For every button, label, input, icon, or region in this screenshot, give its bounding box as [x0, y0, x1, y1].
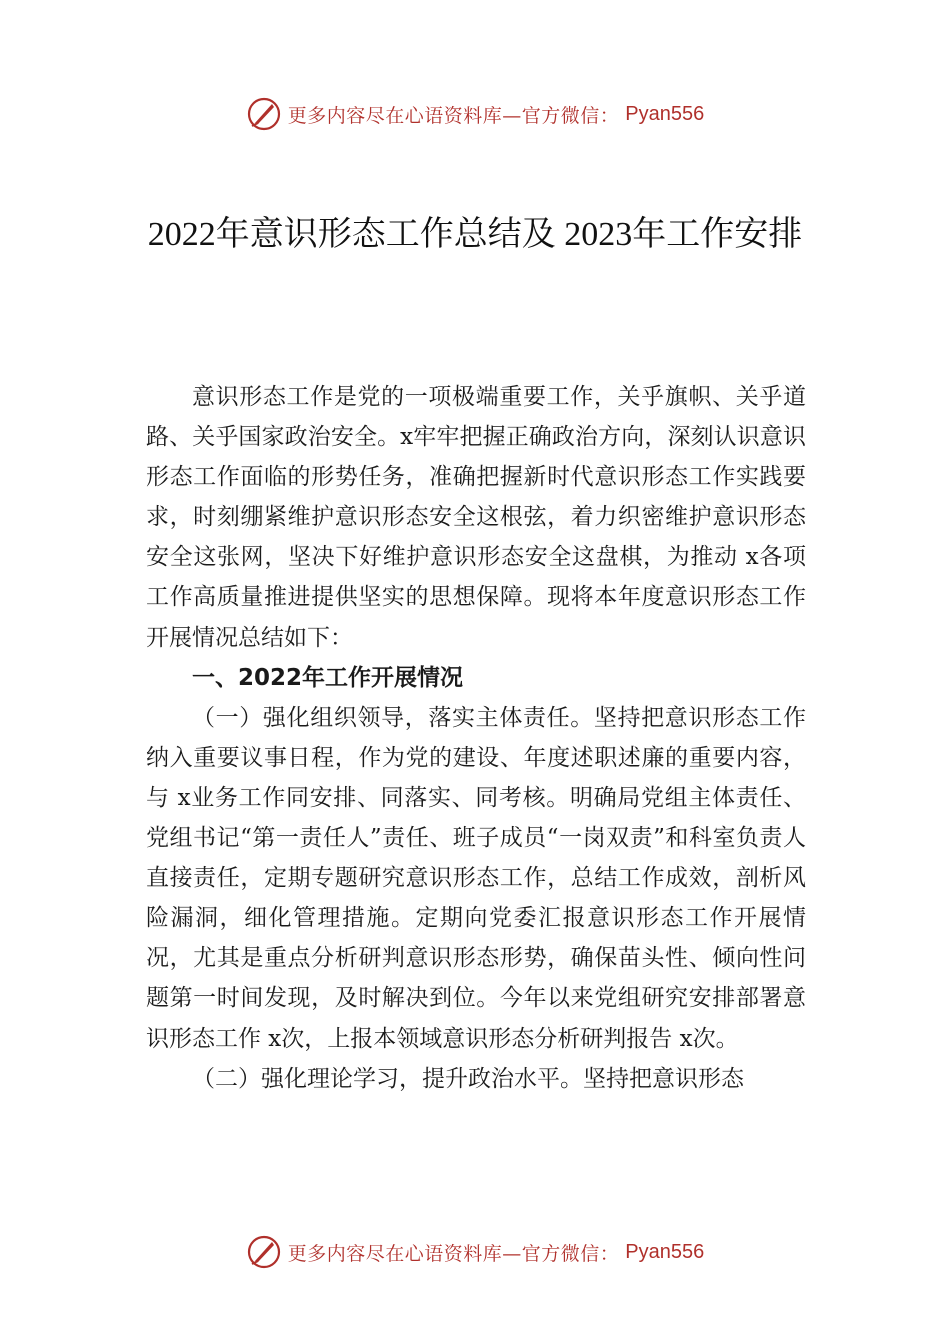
- intro-paragraph: 意识形态工作是党的一项极端重要工作，关乎旗帜、关乎道路、关乎国家政治安全。x牢牢把握正确政治方向，深刻认识意识形态工作面临的形势任务，准确把握新时代意识形态工作实践要求，时刻绷紧维护意识形态安全这根弦，着力织密维护意识形态安全这张网，坚决下好维护意识形态安全这盘棋，为推动 x各项工作高质量推进提供坚实的思想保障。现将本年度意识形态工作开展情况总结如下：: [146, 384, 806, 651]
- quill-seal-icon: [246, 96, 282, 132]
- quill-seal-icon: [246, 1234, 282, 1270]
- paragraph-1: （一）强化组织领导，落实主体责任。坚持把意识形态工作纳入重要议事日程，作为党的建设、年度述职述廉的重要内容，与 x业务工作同安排、同落实、同考核。明确局党组主体责任、党组书记“第一责任人”责任、班子成员“一岗双责”和科室负责人直接责任，定期专题研究意识形态工作，总结工作成效，剖析风险漏洞，细化管理措施。定期向党委汇报意识形态工作开展情况，尤其是重点分析研判意识形态形势，确保苗头性、倾向性问题第一时间发现，及时解决到位。今年以来党组研究安排部署意识形态工作 x次，上报本领域意识形态分析研判报告 x次。: [146, 704, 806, 1052]
- watermark-text: 更多内容尽在心语资料库—官方微信：: [287, 104, 620, 127]
- watermark-handle: Pyan556: [625, 1240, 705, 1263]
- watermark-handle: Pyan556: [625, 102, 705, 125]
- document-title: 2022年意识形态工作总结及 2023年工作安排: [147, 216, 803, 253]
- paragraph-2: （二）强化理论学习，提升政治水平。坚持把意识形态: [192, 1065, 744, 1092]
- watermark-text: 更多内容尽在心语资料库—官方微信：: [287, 1242, 620, 1265]
- section-heading: 一、2022年工作开展情况: [192, 664, 464, 691]
- document-body: [146, 377, 806, 1099]
- watermark-header: [0, 94, 950, 134]
- watermark-footer: [0, 1232, 950, 1272]
